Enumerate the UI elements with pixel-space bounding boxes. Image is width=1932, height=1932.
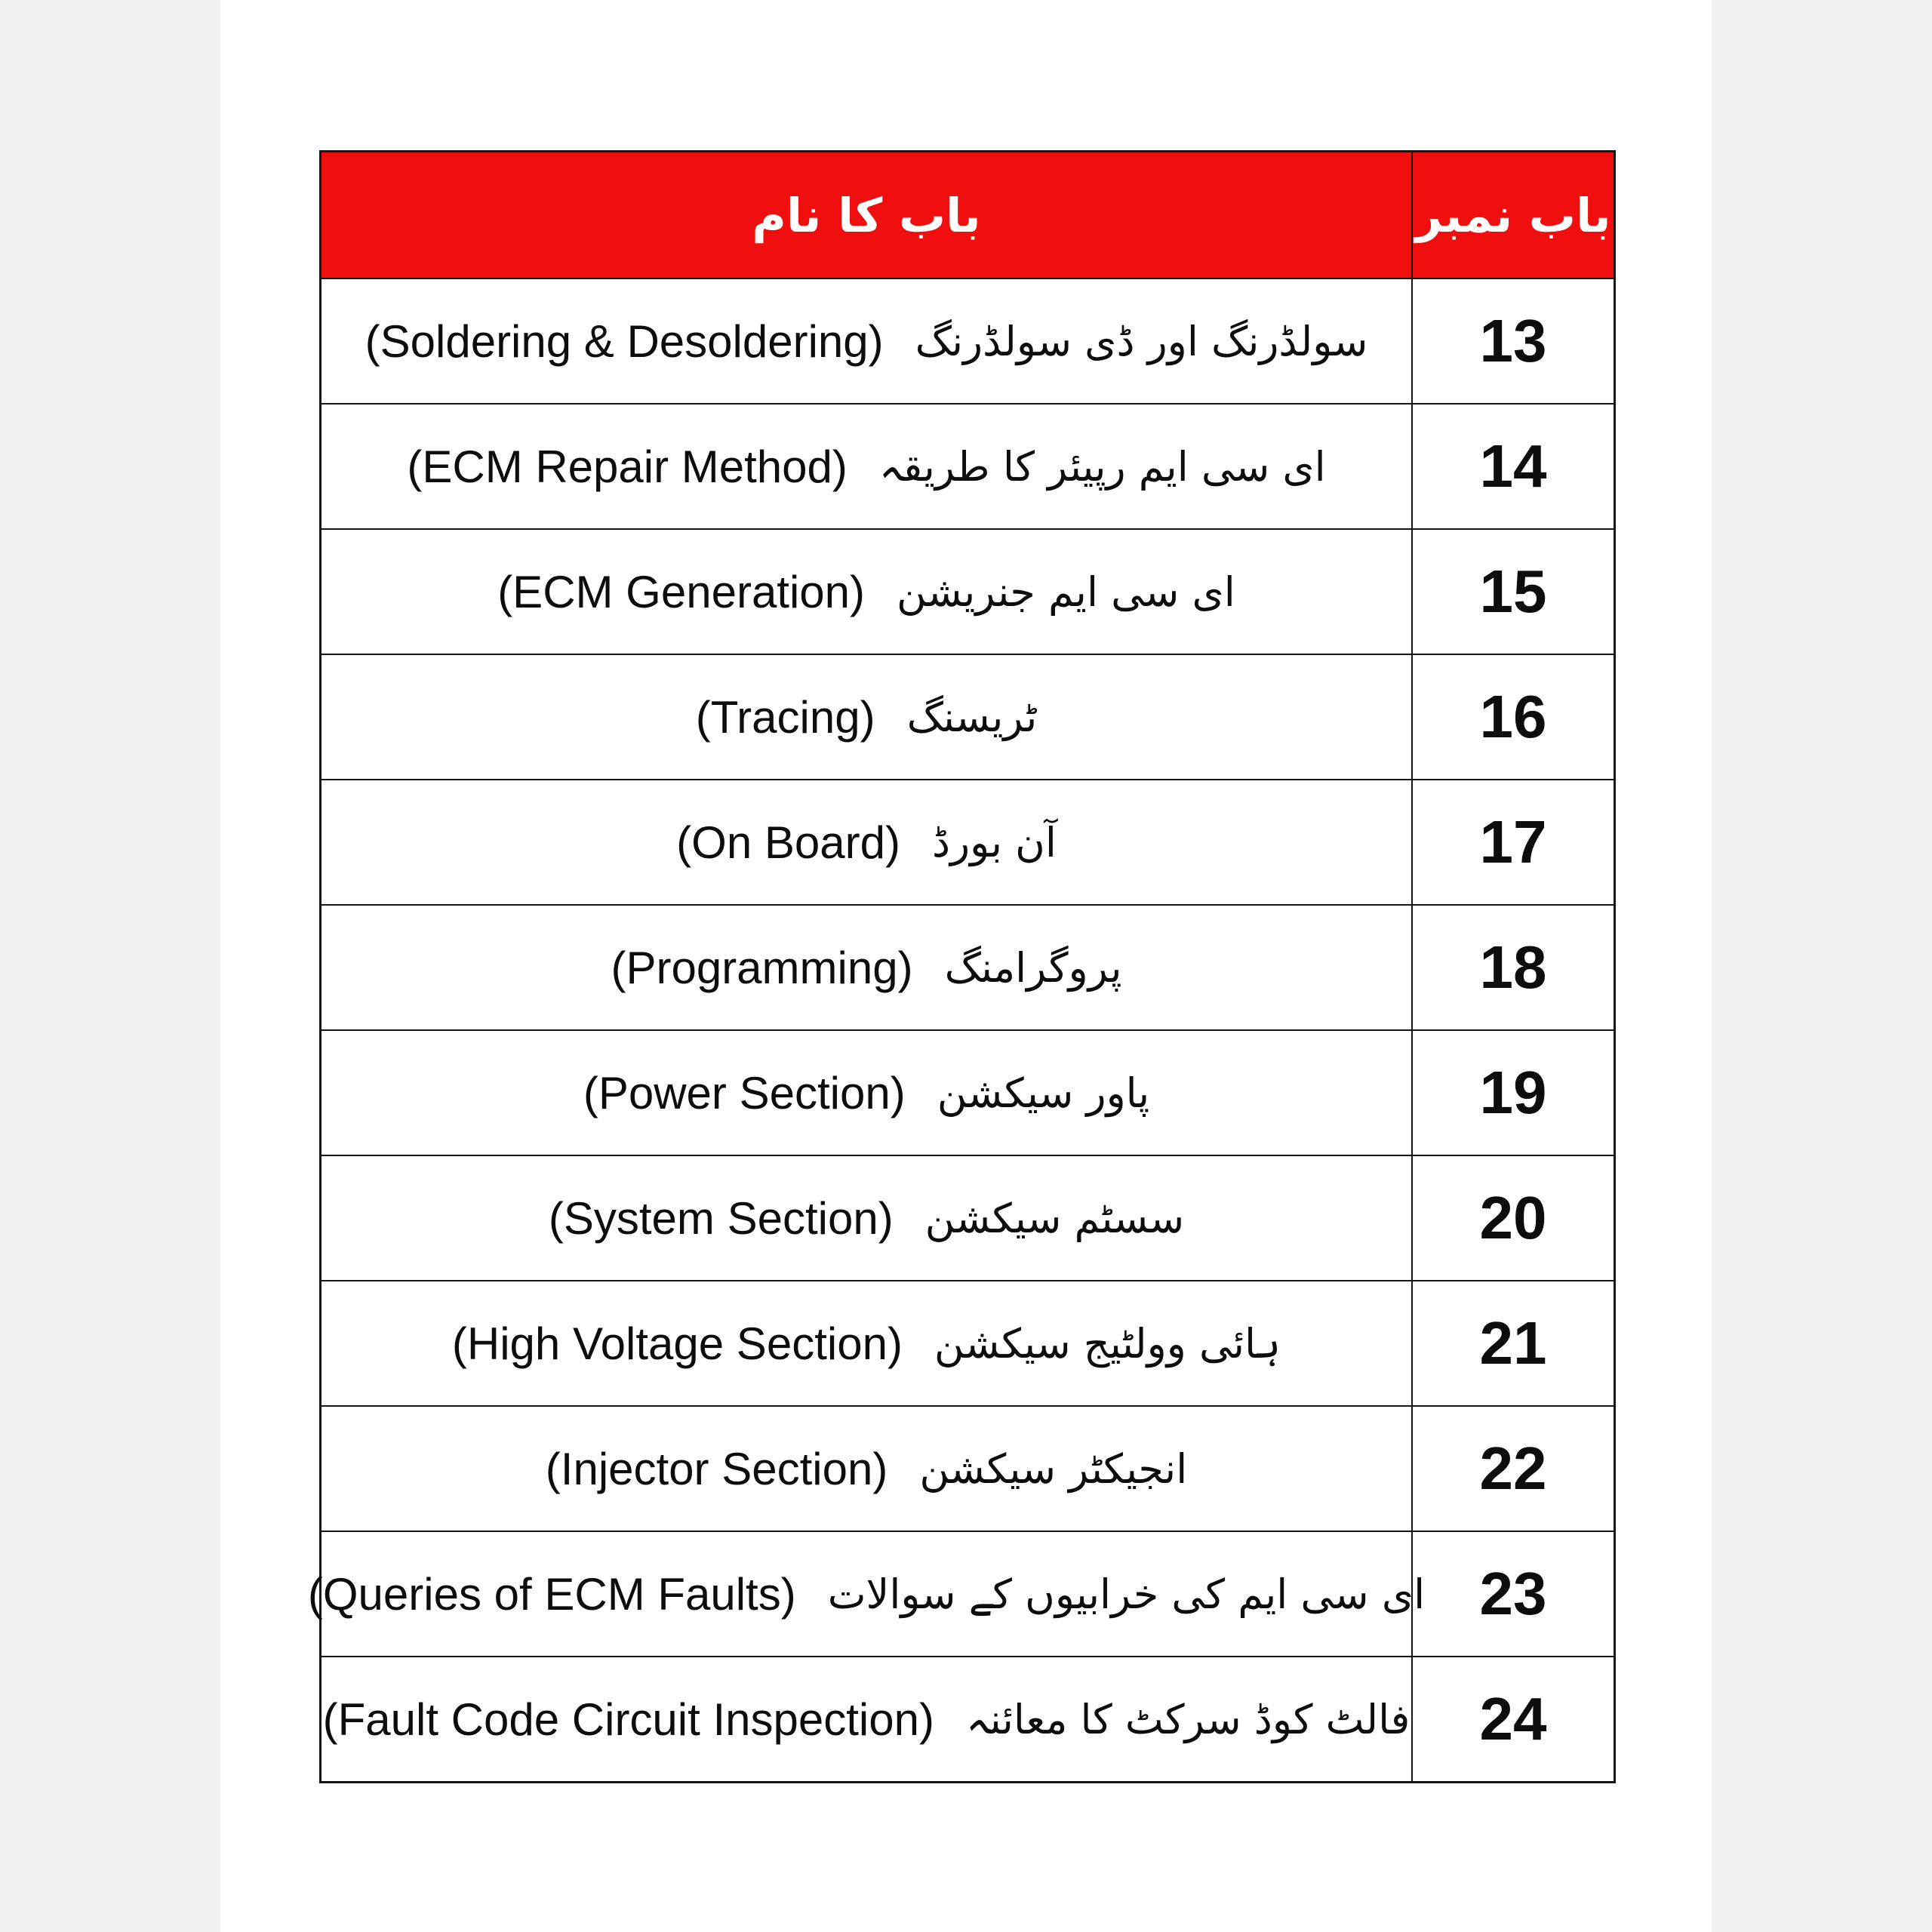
chapter-title-urdu: فالٹ کوڈ سرکٹ کا معائنہ [965, 1695, 1411, 1743]
chapter-number: 15 [1411, 530, 1614, 654]
chapter-number: 17 [1411, 780, 1614, 904]
table-row [321, 779, 1614, 904]
chapter-title-urdu: ای سی ایم رپیئر کا طریقہ [878, 442, 1326, 491]
chapter-number: 16 [1411, 655, 1614, 779]
chapter-title-english: (High Voltage Section) [451, 1318, 903, 1369]
table-header-row [321, 152, 1614, 278]
chapter-title-urdu: ای سی ایم جنریشن [897, 568, 1235, 616]
chapter-title-english: (Programming) [611, 942, 913, 993]
table-row [321, 1029, 1614, 1155]
table-row [321, 904, 1614, 1029]
document-page [220, 0, 1712, 1932]
table-row [321, 654, 1614, 779]
table-row [321, 278, 1614, 403]
chapter-title-urdu: پاور سیکشن [937, 1069, 1150, 1117]
table-row [321, 1280, 1614, 1405]
chapter-title-english: (Tracing) [695, 691, 875, 743]
chapter-title-english: (Fault Code Circuit Inspection) [322, 1694, 934, 1745]
chapter-title-english: (Queries of ECM Faults) [307, 1568, 796, 1620]
chapter-title-cell [321, 405, 1411, 528]
table-row [321, 1405, 1614, 1531]
table-row [321, 1155, 1614, 1280]
chapter-title-urdu: ای سی ایم کی خرابیوں کے سوالات [827, 1570, 1426, 1618]
chapter-title-english: (Power Section) [583, 1067, 906, 1118]
chapter-title-cell [321, 780, 1411, 904]
chapter-title-cell [321, 1657, 1411, 1781]
chapter-title-urdu: ہائی وولٹیج سیکشن [934, 1319, 1281, 1367]
chapter-title-cell [321, 1407, 1411, 1531]
chapter-title-cell [321, 279, 1411, 403]
chapter-title-cell [307, 1532, 1426, 1656]
chapter-title-urdu: سولڈرنگ اور ڈی سولڈرنگ [915, 317, 1368, 365]
table-row [321, 403, 1614, 528]
chapter-title-urdu: انجیکٹر سیکشن [919, 1444, 1188, 1493]
chapter-title-english: (Soldering & Desoldering) [365, 315, 884, 367]
chapter-title-urdu: ٹریسنگ [906, 693, 1038, 741]
chapter-number: 18 [1411, 906, 1614, 1029]
chapter-title-cell [321, 1031, 1411, 1155]
header-chapter-number: باب نمبر [1411, 152, 1614, 278]
chapter-number: 20 [1411, 1156, 1614, 1280]
chapter-title-cell [321, 1281, 1411, 1405]
chapter-title-english: (ECM Repair Method) [407, 441, 848, 492]
chapter-title-cell [321, 655, 1411, 779]
chapter-number: 22 [1411, 1407, 1614, 1531]
chapter-number: 21 [1411, 1281, 1614, 1405]
chapter-title-cell [321, 1156, 1411, 1280]
chapter-title-english: (ECM Generation) [497, 566, 866, 617]
chapter-number: 19 [1411, 1031, 1614, 1155]
table-row [321, 528, 1614, 654]
chapter-title-english: (System Section) [548, 1192, 894, 1244]
chapter-number: 14 [1411, 405, 1614, 528]
chapter-number: 13 [1411, 279, 1614, 403]
table-row [307, 1531, 1614, 1656]
chapter-title-english: (On Board) [676, 817, 900, 868]
table-row [321, 1656, 1614, 1781]
chapter-title-english: (Injector Section) [545, 1443, 888, 1494]
chapter-title-cell [321, 530, 1411, 654]
chapter-index-table [307, 150, 1616, 1783]
chapter-title-urdu: پروگرامنگ [944, 943, 1122, 992]
chapter-title-cell [321, 906, 1411, 1029]
chapter-number: 24 [1411, 1657, 1614, 1781]
chapter-title-urdu: آن بورڈ [931, 818, 1057, 866]
chapter-number: 23 [1411, 1532, 1614, 1656]
header-chapter-name: باب کا نام [752, 187, 981, 243]
chapter-title-urdu: سسٹم سیکشن [924, 1194, 1185, 1242]
